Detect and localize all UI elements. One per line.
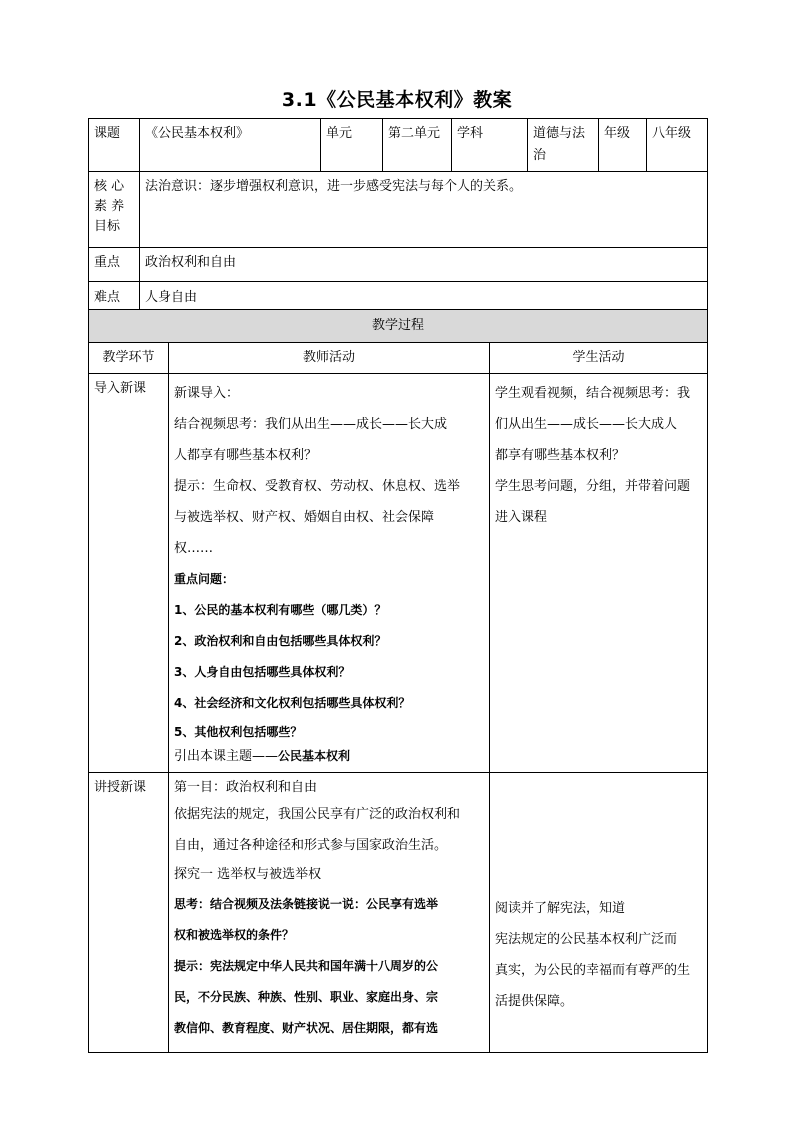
intro-student-line: 进入课程 [495, 510, 548, 525]
lecture-teacher-bold-line: 提示：宪法规定中华人民共和国年满十八周岁的公 [174, 959, 439, 973]
lecture-teacher-line: 依据宪法的规定，我国公民享有广泛的政治权利和 [174, 807, 461, 822]
lecture-student-line: 活提供保障。 [495, 994, 574, 1009]
unit-value: 第二单元 [383, 119, 452, 172]
topic-value: 《公民基本权利》 [140, 119, 321, 172]
intro-teacher-line: 提示：生命权、受教育权、劳动权、休息权、选举 [174, 479, 461, 494]
intro-teacher-line: 结合视频思考：我们从出生——成长——长大成 [174, 417, 448, 432]
col-teacher-header: 教师活动 [169, 343, 490, 374]
intro-student-line: 都享有哪些基本权利？ [495, 448, 626, 463]
intro-teacher-line: 与被选举权、财产权、婚姻自由权、社会保障 [174, 510, 435, 525]
subject-label: 学科 [452, 119, 528, 172]
lead-topic [174, 745, 484, 768]
lecture-student-line: 宪法规定的公民基本权利广泛而 [495, 932, 678, 947]
key-label: 重点 [89, 248, 140, 282]
core-label-line2: 素 养 [94, 199, 125, 214]
key-questions-title: 重点问题： [174, 572, 235, 586]
subject-value-line2: 治 [533, 148, 547, 163]
key-question: 3、人身自由包括哪些具体权利？ [174, 665, 351, 679]
lecture-teacher-bold-line: 思考：结合视频及法条链接说一说：公民享有选举 [174, 897, 439, 911]
subject-value [528, 119, 599, 172]
unit-label: 单元 [321, 119, 383, 172]
col-student-header: 学生活动 [490, 343, 708, 374]
intro-student [490, 374, 708, 773]
lecture-stage: 讲授新课 [89, 773, 169, 1053]
process-table [88, 309, 708, 1053]
lecture-teacher-bold-line: 民，不分民族、种族、性别、职业、家庭出身、宗 [174, 990, 439, 1004]
lead-topic-prefix: 引出本课主题—— [174, 749, 279, 764]
lecture-teacher-line: 探究一 选举权与被选举权 [174, 867, 322, 882]
intro-teacher [169, 374, 490, 773]
core-label [89, 172, 140, 248]
intro-stage: 导入新课 [89, 374, 169, 773]
lecture-student-line: 真实，为公民的幸福而有尊严的生 [495, 963, 691, 978]
intro-teacher-line: 新课导入： [174, 386, 240, 401]
lecture-teacher [169, 773, 490, 1053]
col-stage-header: 教学环节 [89, 343, 169, 374]
process-header: 教学过程 [89, 310, 708, 343]
core-label-line1: 核 心 [94, 179, 125, 194]
intro-student-line: 学生观看视频，结合视频思考：我 [495, 386, 691, 401]
key-question: 5、其他权利包括哪些？ [174, 725, 303, 739]
subject-value-line1: 道德与法 [533, 126, 586, 141]
key-value: 政治权利和自由 [140, 248, 708, 282]
core-label-line3: 目标 [94, 219, 121, 234]
key-question: 1、公民的基本权利有哪些（哪几类）？ [174, 603, 387, 617]
intro-teacher-line: 权…… [174, 541, 214, 556]
grade-label: 年级 [599, 119, 647, 172]
intro-student-line: 学生思考问题，分组，并带着问题 [495, 479, 691, 494]
diff-value: 人身自由 [140, 282, 708, 314]
key-question: 2、政治权利和自由包括哪些具体权利？ [174, 634, 387, 648]
core-value: 法治意识：逐步增强权利意识，进一步感受宪法与每个人的关系。 [140, 172, 708, 248]
lecture-student [490, 773, 708, 1053]
info-table [88, 118, 708, 314]
intro-teacher-line: 人都享有哪些基本权利？ [174, 448, 318, 463]
lecture-teacher-bold-line: 教信仰、教育程度、财产状况、居住期限，都有选 [174, 1021, 439, 1035]
lecture-student-line: 阅读并了解宪法，知道 [495, 901, 626, 916]
lecture-teacher-bold-line: 权和被选举权的条件？ [174, 928, 295, 942]
key-question: 4、社会经济和文化权利包括哪些具体权利？ [174, 696, 411, 710]
lecture-teacher-line: 第一目：政治权利和自由 [174, 780, 318, 795]
lecture-teacher-line: 自由，通过各种途径和形式参与国家政治生活。 [174, 838, 448, 853]
intro-student-line: 们从出生——成长——长大成人 [495, 417, 678, 432]
diff-label: 难点 [89, 282, 140, 314]
topic-label: 课题 [89, 119, 140, 172]
page-title: 3.1《公民基本权利》教案 [281, 89, 513, 111]
lead-topic-bold: 公民基本权利 [278, 749, 351, 763]
grade-value: 八年级 [647, 119, 708, 172]
